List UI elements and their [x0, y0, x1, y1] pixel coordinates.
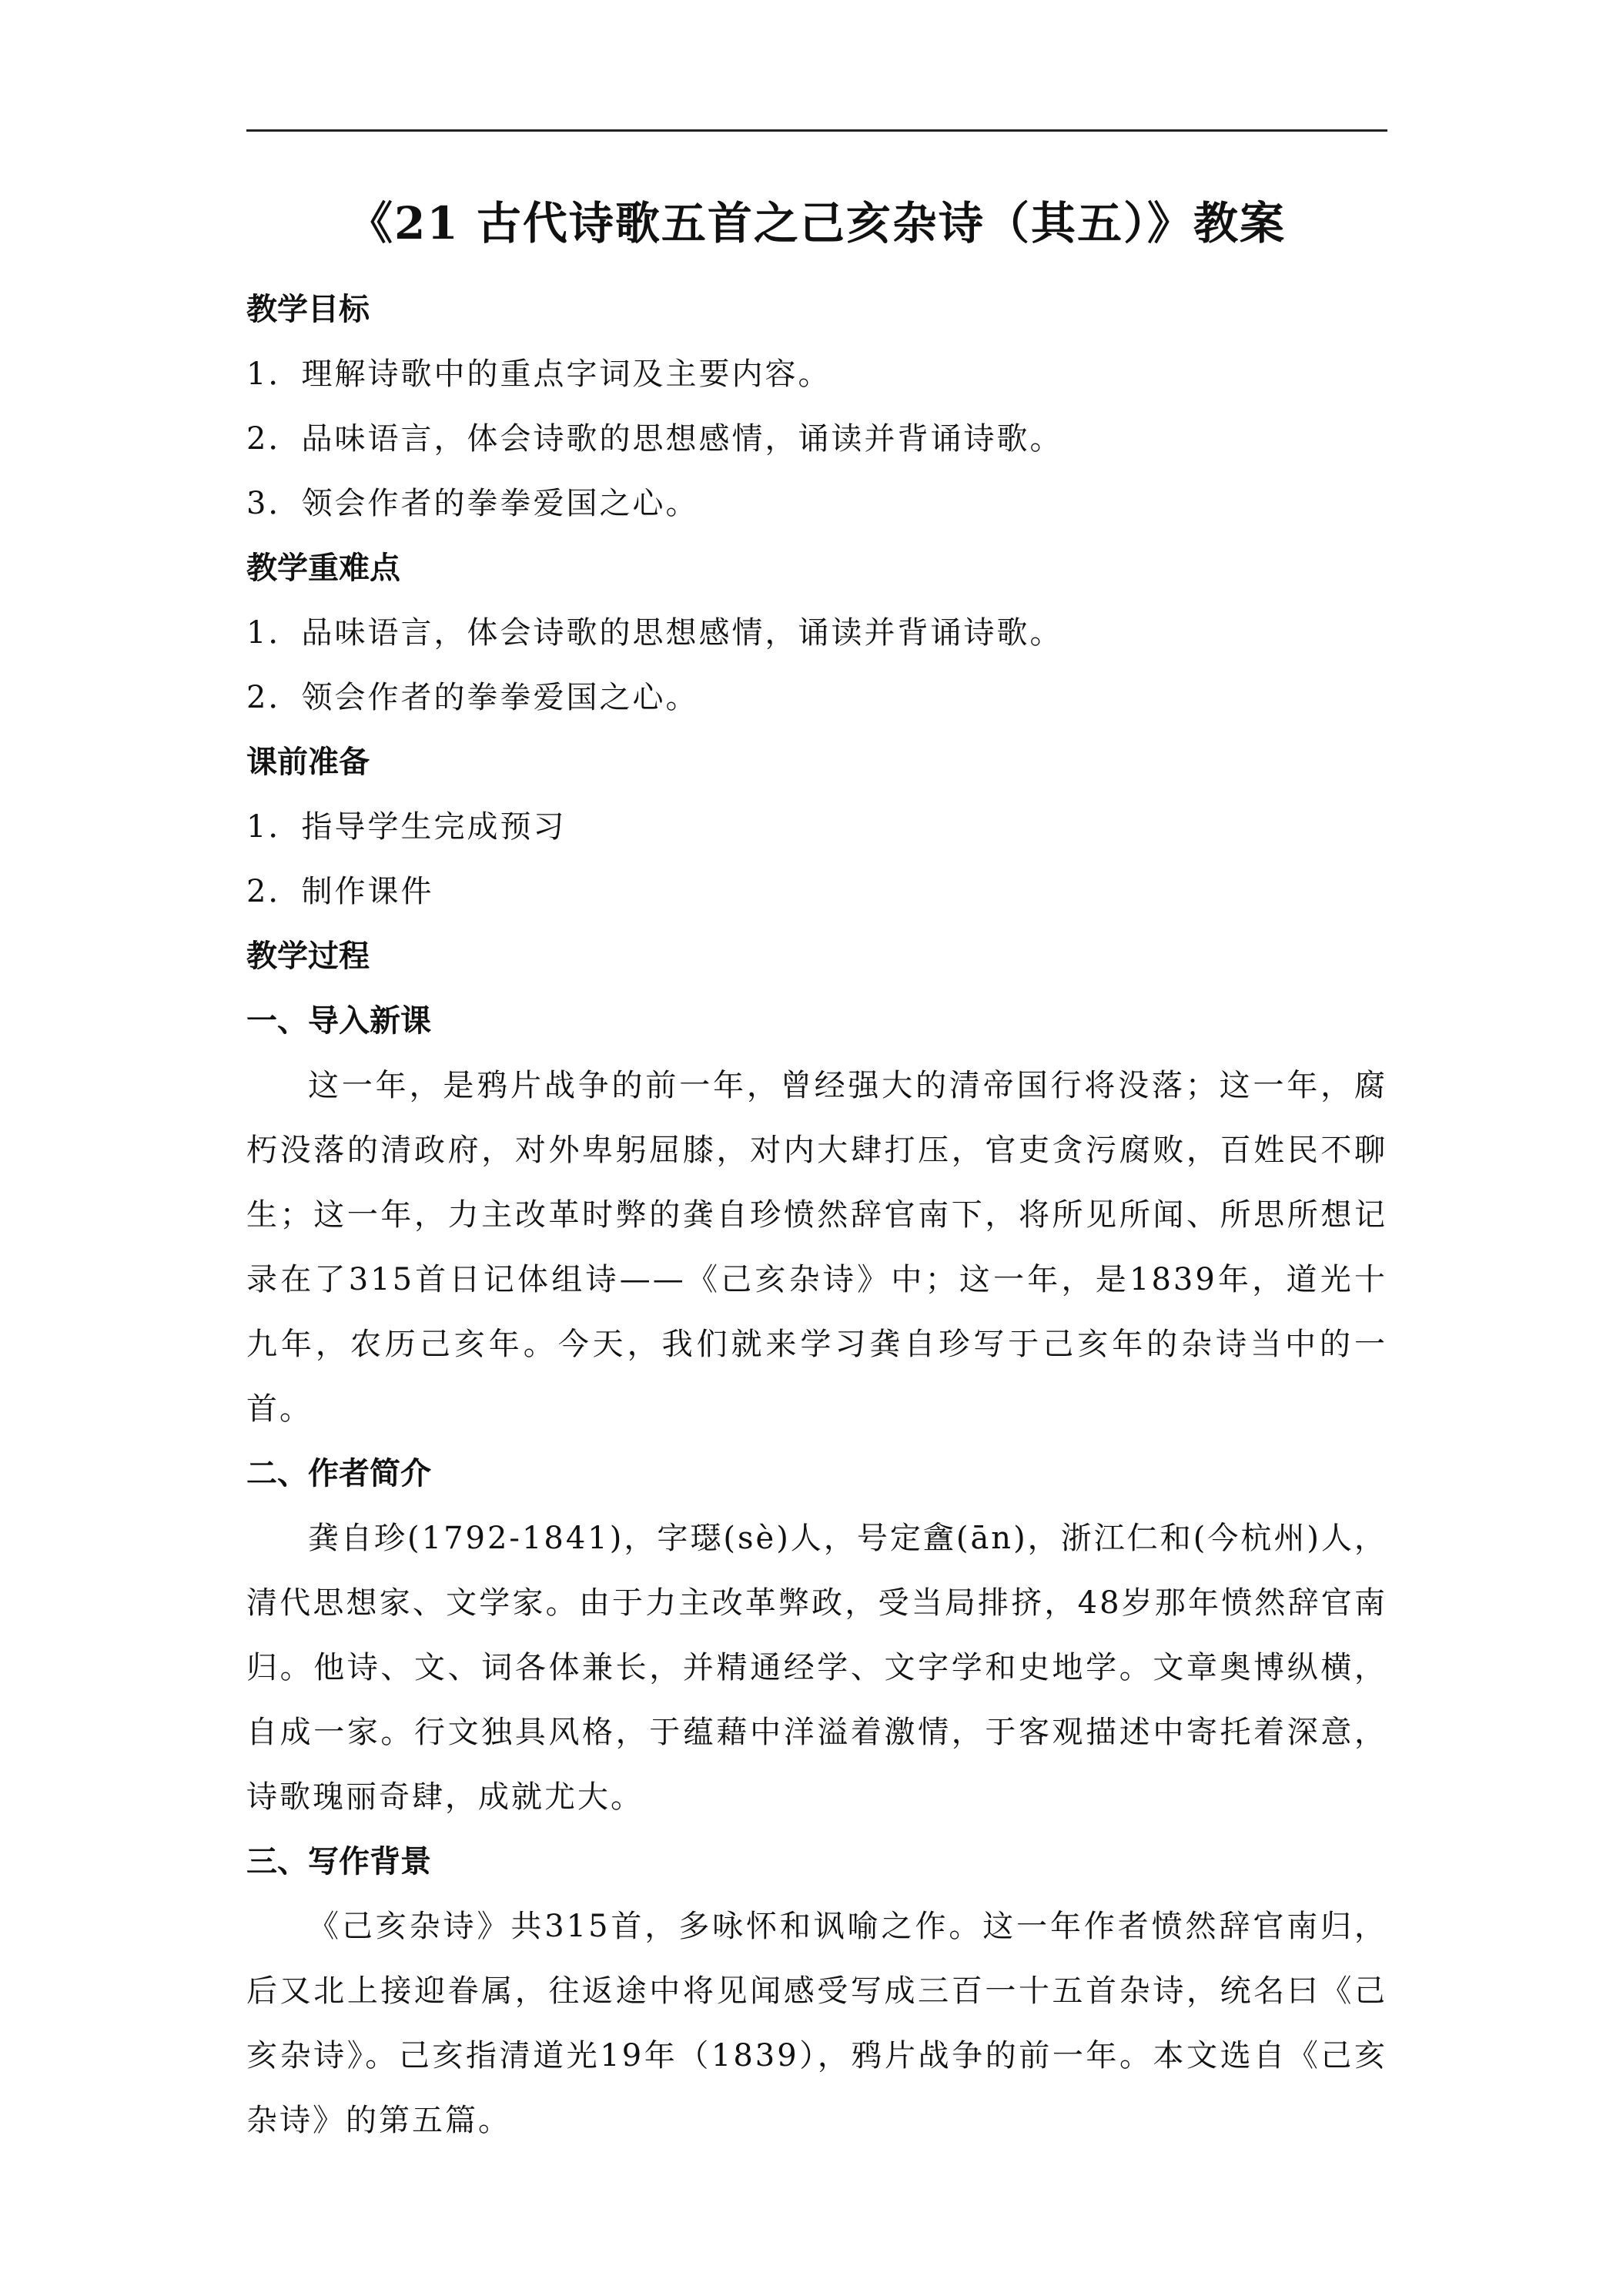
goal-item: 1．理解诗歌中的重点字词及主要内容。	[246, 356, 832, 392]
section-heading-intro: 一、导入新课	[246, 1003, 431, 1039]
section-heading-background: 三、写作背景	[246, 1844, 431, 1879]
preparation-item: 2．制作课件	[246, 874, 434, 909]
section-heading-key-points: 教学重难点	[246, 551, 400, 586]
background-paragraph: 《己亥杂诗》共315首，多咏怀和讽喻之作。这一年作者愤然辞官南归，后又北上接迎眷属，往返途中将见闻感受写成三百一十五首杂诗，统名曰《己亥杂诗》。己亥指清道光19年（1839），鸦片战争的前一年。本文选自《己亥杂诗》的第五篇。	[246, 1909, 1387, 2138]
header-rule	[246, 129, 1387, 132]
section-heading-preparation: 课前准备	[246, 745, 370, 780]
key-point-item: 2．领会作者的拳拳爱国之心。	[246, 680, 699, 715]
key-point-item: 1．品味语言，体会诗歌的思想感情，诵读并背诵诗歌。	[246, 615, 1063, 651]
document-title: 《21 古代诗歌五首之己亥杂诗（其五）》教案	[348, 197, 1286, 249]
section-heading-goals: 教学目标	[246, 292, 370, 327]
author-paragraph: 龚自珍(1792-1841)，字璱(sè)人，号定盦(ān)，浙江仁和(今杭州)人，清代思想家、文学家。由于力主改革弊政，受当局排挤，48岁那年愤然辞官南归。他诗、文、词各体兼长，并精通经学、文字学和史地学。文章奥博纵横，自成一家。行文独具风格，于蕴藉中洋溢着激情，于客观描述中寄托着深意，诗歌瑰丽奇肆，成就尤大。	[246, 1521, 1387, 1815]
document-body	[246, 277, 1387, 2153]
section-heading-process: 教学过程	[246, 939, 370, 974]
goal-item: 2．品味语言，体会诗歌的思想感情，诵读并背诵诗歌。	[246, 421, 1063, 457]
section-heading-author: 二、作者简介	[246, 1456, 431, 1491]
preparation-item: 1．指导学生完成预习	[246, 809, 567, 845]
goal-item: 3．领会作者的拳拳爱国之心。	[246, 486, 699, 521]
intro-paragraph: 这一年，是鸦片战争的前一年，曾经强大的清帝国行将没落；这一年，腐朽没落的清政府，对外卑躬屈膝，对内大肆打压，官吏贪污腐败，百姓民不聊生；这一年，力主改革时弊的龚自珍愤然辞官南下，将所见所闻、所思所想记录在了315首日记体组诗——《己亥杂诗》中；这一年，是1839年，道光十九年，农历己亥年。今天，我们就来学习龚自珍写于己亥年的杂诗当中的一首。	[246, 1068, 1387, 1427]
